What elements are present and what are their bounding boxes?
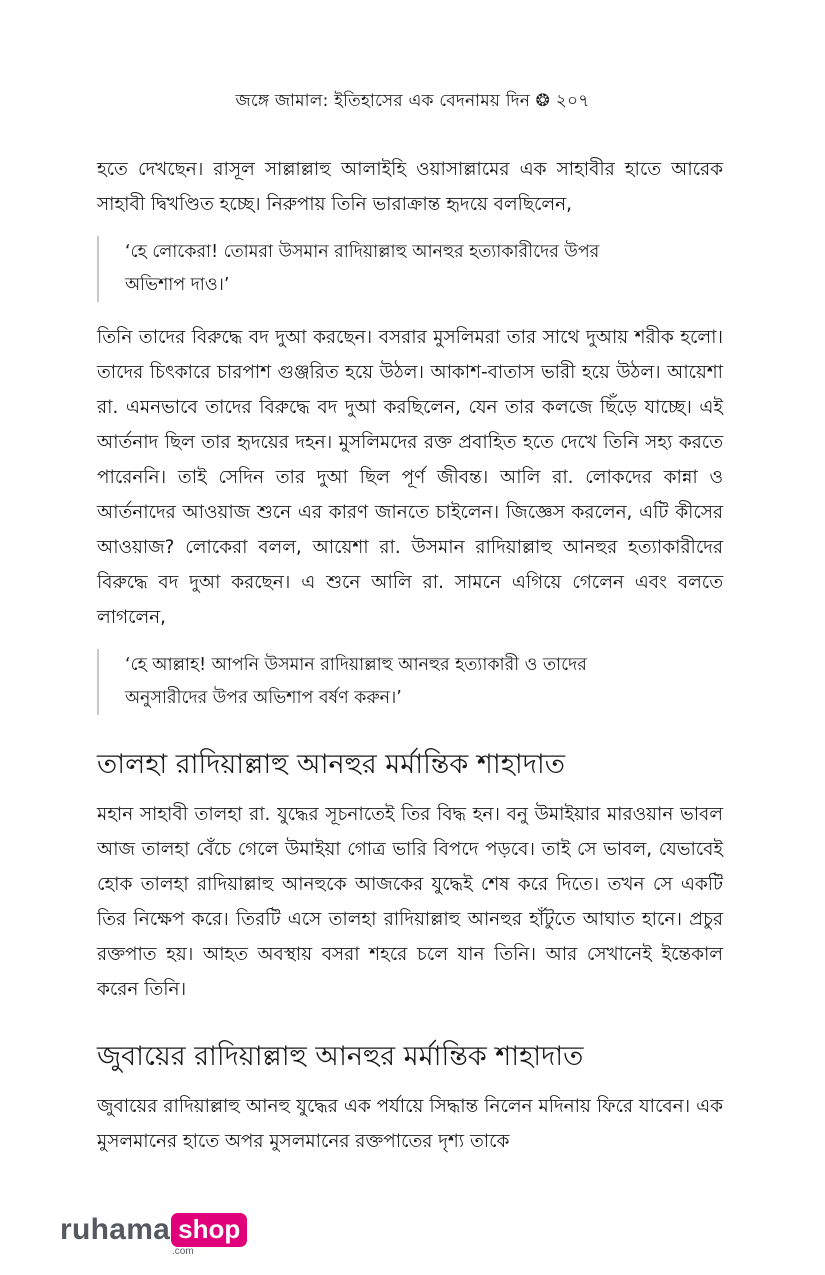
blockquote-2 [97,649,723,715]
logo-shop-box: shop [171,1213,247,1247]
page-body [97,152,723,1159]
ruhamashop-logo [60,1213,247,1257]
paragraph-3: মহান সাহাবী তালহা রা. যুদ্ধের সূচনাতেই তির বিদ্ধ হন। বনু উমাইয়ার মারওয়ান ভাবল আজ তালহা বেঁচে গেলে উমাইয়া গোত্র ভারি বিপদে পড়বে। তাই সে ভাবল, যেভাবেই হোক তালহা রাদিয়াল্লাহু আনহুকে আজকের যুদ্ধেই শেষ করে দিতে। তখন সে একটি তির নিক্ষেপ করে। তিরটি এসে তালহা রাদিয়াল্লাহু আনহুর হাঁটুতে আঘাত হানে। প্রচুর রক্তপাত হয়। আহত অবস্থায় বসরা শহরে চলে যান তিনি। আর সেখানেই ইন্তেকাল করেন তিনি। [97,804,723,1000]
section-heading-talha: তালহা রাদিয়াল্লাহু আনহুর মর্মান্তিক শাহাদাত [97,749,565,780]
running-head: জঙ্গে জামাল: ইতিহাসের এক বেদনাময় দিন ❂ ২০৭ [235,91,590,111]
quote-line: অভিশাপ দাও।’ [125,275,230,295]
blockquote-1 [97,236,723,302]
section-heading-zubair: জুবায়ের রাদিয়াল্লাহু আনহুর মর্মান্তিক শাহাদাত [97,1041,584,1072]
paragraph-1: হতে দেখছেন। রাসূল সাল্লাল্লাহু আলাইহি ওয়াসাল্লামের এক সাহাবীর হাতে আরেক সাহাবী দ্বিখণ্ডিত হচ্ছে। নিরুপায় তিনি ভারাক্রান্ত হৃদয়ে বলছিলেন, [97,159,723,215]
quote-line: ‘হে আল্লাহ! আপনি উসমান রাদিয়াল্লাহু আনহুর হত্যাকারী ও তাদের [125,655,587,675]
paragraph-4: জুবায়ের রাদিয়াল্লাহু আনহু যুদ্ধের এক পর্যায়ে সিদ্ধান্ত নিলেন মদিনায় ফিরে যাবেন। এক মুসলমানের হাতে অপর মুসলমানের রক্তপাতের দৃশ্য তাকে [97,1096,723,1152]
logo-domain: .com [172,1246,194,1257]
quote-line: ‘হে লোকেরা! তোমরা উসমান রাদিয়াল্লাহু আনহুর হত্যাকারীদের উপর [125,242,600,262]
paragraph-2: তিনি তাদের বিরুদ্ধে বদ দুআ করছেন। বসরার মুসলিমরা তার সাথে দুআয় শরীক হলো। তাদের চিৎকারে চারপাশ গুঞ্জরিত হয়ে উঠল। আকাশ-বাতাস ভারী হয়ে উঠল। আয়েশা রা. এমনভাবে তাদের বিরুদ্ধে বদ দুআ করছিলেন, যেন তার কলজে ছিঁড়ে যাচ্ছে। এই আর্তনাদ ছিল তার হৃদয়ের দহন। মুসলিমদের রক্ত প্রবাহিত হতে দেখে তিনি সহ্য করতে পারেননি। তাই সেদিন তার দুআ ছিল পূর্ণ জীবন্ত। আলি রা. লোকদের কান্না ও আর্তনাদের আওয়াজ শুনে এর কারণ জানতে চাইলেন। জিজ্ঞেস করলেন, এটি কীসের আওয়াজ? লোকেরা বলল, আয়েশা রা. উসমান রাদিয়াল্লাহু আনহুর হত্যাকারীদের বিরুদ্ধে বদ দুআ করছেন। এ শুনে আলি রা. সামনে এগিয়ে গেলেন এবং বলতে লাগলেন, [97,327,724,628]
logo-word: ruhama [60,1213,171,1246]
quote-line: অনুসারীদের উপর অভিশাপ বর্ষণ করুন।’ [125,688,402,708]
